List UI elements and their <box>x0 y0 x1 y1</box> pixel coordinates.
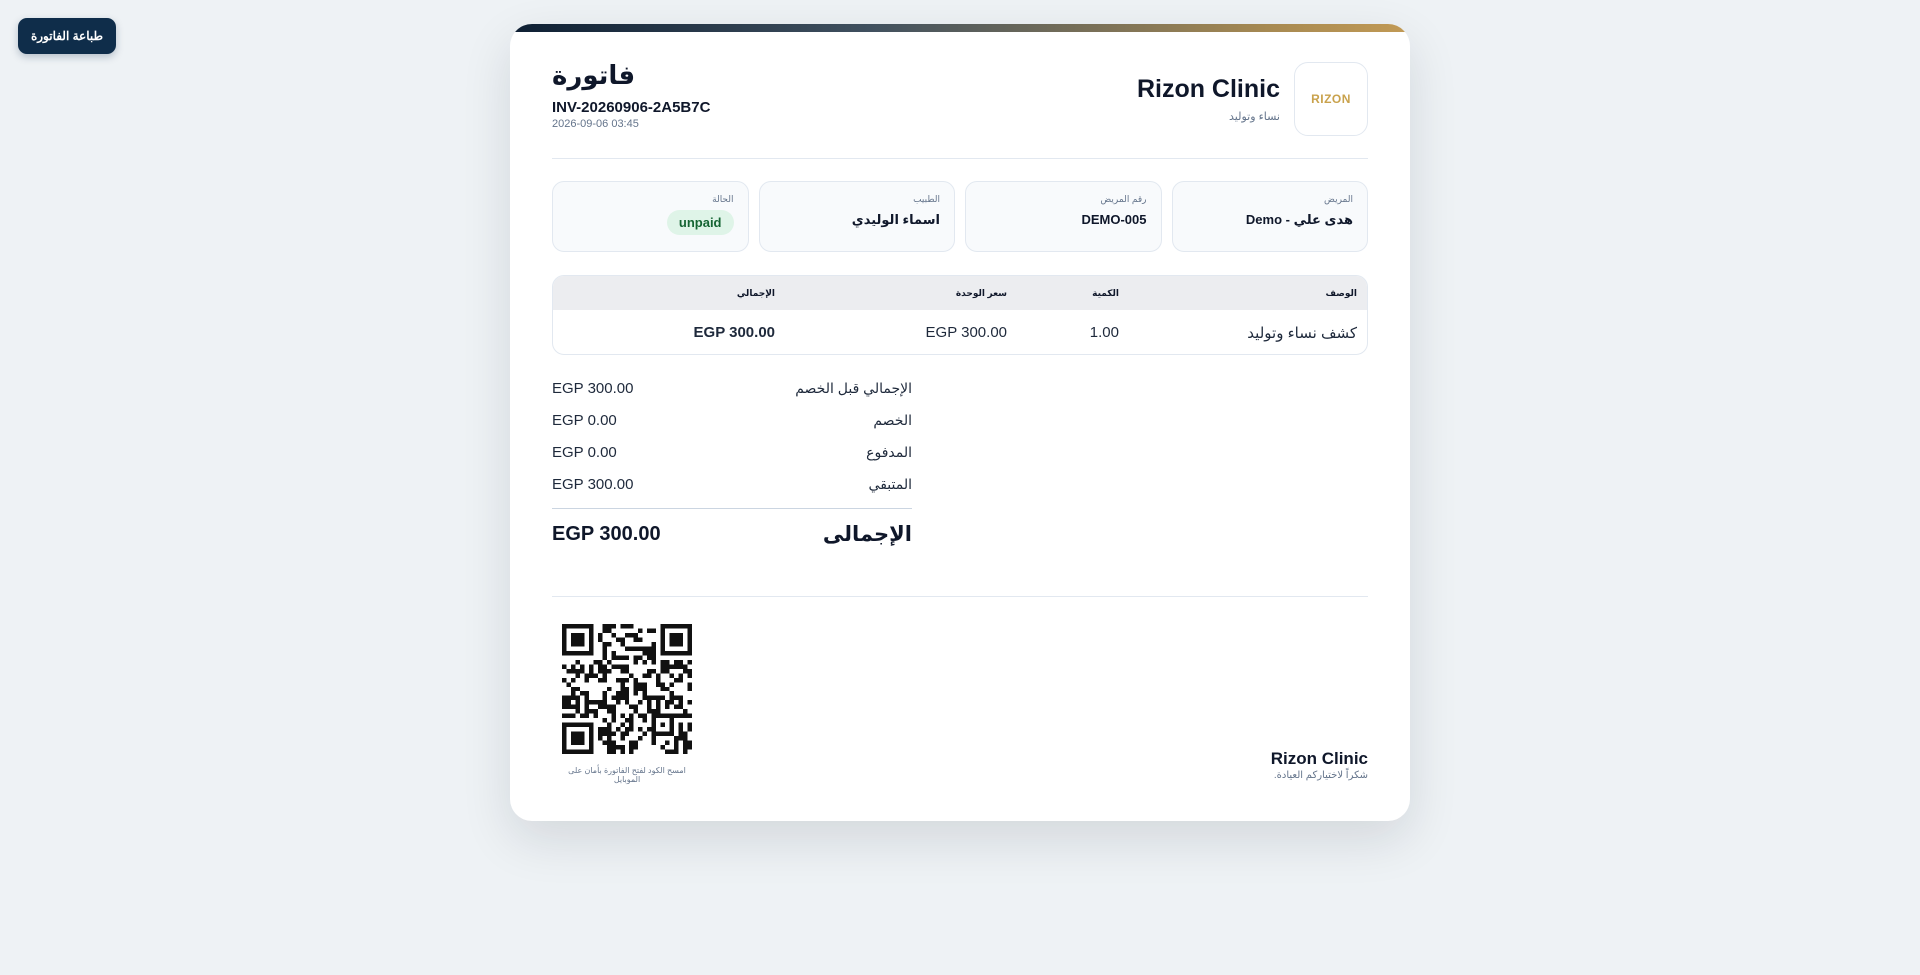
grand-total-value: EGP 300.00 <box>552 522 661 545</box>
clinic-brand-text <box>1137 75 1280 123</box>
qr-code-icon <box>562 624 692 754</box>
doctor-name: اسماء الوليدي <box>851 212 940 227</box>
totals-summary <box>552 372 912 559</box>
paid-label: المدفوع <box>866 443 912 460</box>
subtotal-label: الإجمالي قبل الخصم <box>795 379 912 396</box>
discount-line <box>552 404 912 436</box>
status-badge: unpaid <box>667 210 734 235</box>
remaining-line <box>552 468 912 500</box>
clinic-logo <box>1294 62 1368 136</box>
patient-card <box>1172 181 1369 252</box>
patient-label: المريض <box>1324 194 1353 204</box>
status-card <box>552 181 749 252</box>
remaining-label: المتبقي <box>868 475 912 492</box>
invoice-card <box>510 24 1410 821</box>
grand-total-label: الإجمالى <box>822 522 912 546</box>
header-quantity: الكمية <box>1092 287 1119 298</box>
clinic-name: Rizon Clinic <box>1136 75 1280 103</box>
doctor-card <box>759 181 956 252</box>
footer-clinic-name: Rizon Clinic <box>1270 749 1368 768</box>
subtotal-line <box>552 372 912 404</box>
patient-id-label: رقم المريض <box>1100 194 1147 204</box>
print-invoice-button[interactable]: طباعة الفاتورة <box>18 18 116 54</box>
accent-bar <box>510 24 1410 32</box>
invoice-info-row <box>552 181 1368 252</box>
footer-brand <box>1271 749 1368 781</box>
row-unit-price: EGP 300.00 <box>925 324 1007 341</box>
qr-caption: امسح الكود لفتح الفاتورة بأمان على الموبايل <box>568 766 686 784</box>
qr-section <box>557 624 697 784</box>
patient-id-value: DEMO-005 <box>1081 212 1147 227</box>
invoice-heading <box>552 60 710 130</box>
subtotal-value: EGP 300.00 <box>552 379 634 397</box>
row-description: كشف نساء وتوليد <box>1247 324 1357 342</box>
row-total: EGP 300.00 <box>693 324 775 341</box>
invoice-datetime: 2026-09-06 03:45 <box>552 118 639 130</box>
header-unit-price: سعر الوحدة <box>955 287 1007 298</box>
logo-text: RIZON <box>1311 92 1351 106</box>
status-label: الحالة <box>712 194 734 204</box>
discount-value: EGP 0.00 <box>552 411 617 429</box>
clinic-specialty: نساء وتوليد <box>1229 111 1280 123</box>
footer-divider <box>552 596 1368 597</box>
paid-value: EGP 0.00 <box>552 443 617 461</box>
remaining-value: EGP 300.00 <box>552 475 634 493</box>
grand-total-line <box>552 509 912 559</box>
patient-name: هدى علي - Demo <box>1245 212 1353 227</box>
invoice-number: INV-20260906-2A5B7C <box>552 99 711 116</box>
table-row <box>553 310 1367 355</box>
table-header <box>553 276 1367 310</box>
header-description: الوصف <box>1325 287 1357 298</box>
paid-line <box>552 436 912 468</box>
row-quantity: 1.00 <box>1089 324 1119 341</box>
patient-id-card <box>965 181 1162 252</box>
doctor-label: الطبيب <box>913 194 940 204</box>
invoice-title: فاتورة <box>552 60 636 90</box>
discount-label: الخصم <box>873 411 912 428</box>
items-table <box>552 275 1368 355</box>
header-divider <box>552 158 1368 159</box>
footer-thanks: شكراً لاختياركم العيادة. <box>1273 770 1368 781</box>
clinic-brand <box>1137 62 1368 136</box>
header-total: الإجمالي <box>736 287 775 298</box>
